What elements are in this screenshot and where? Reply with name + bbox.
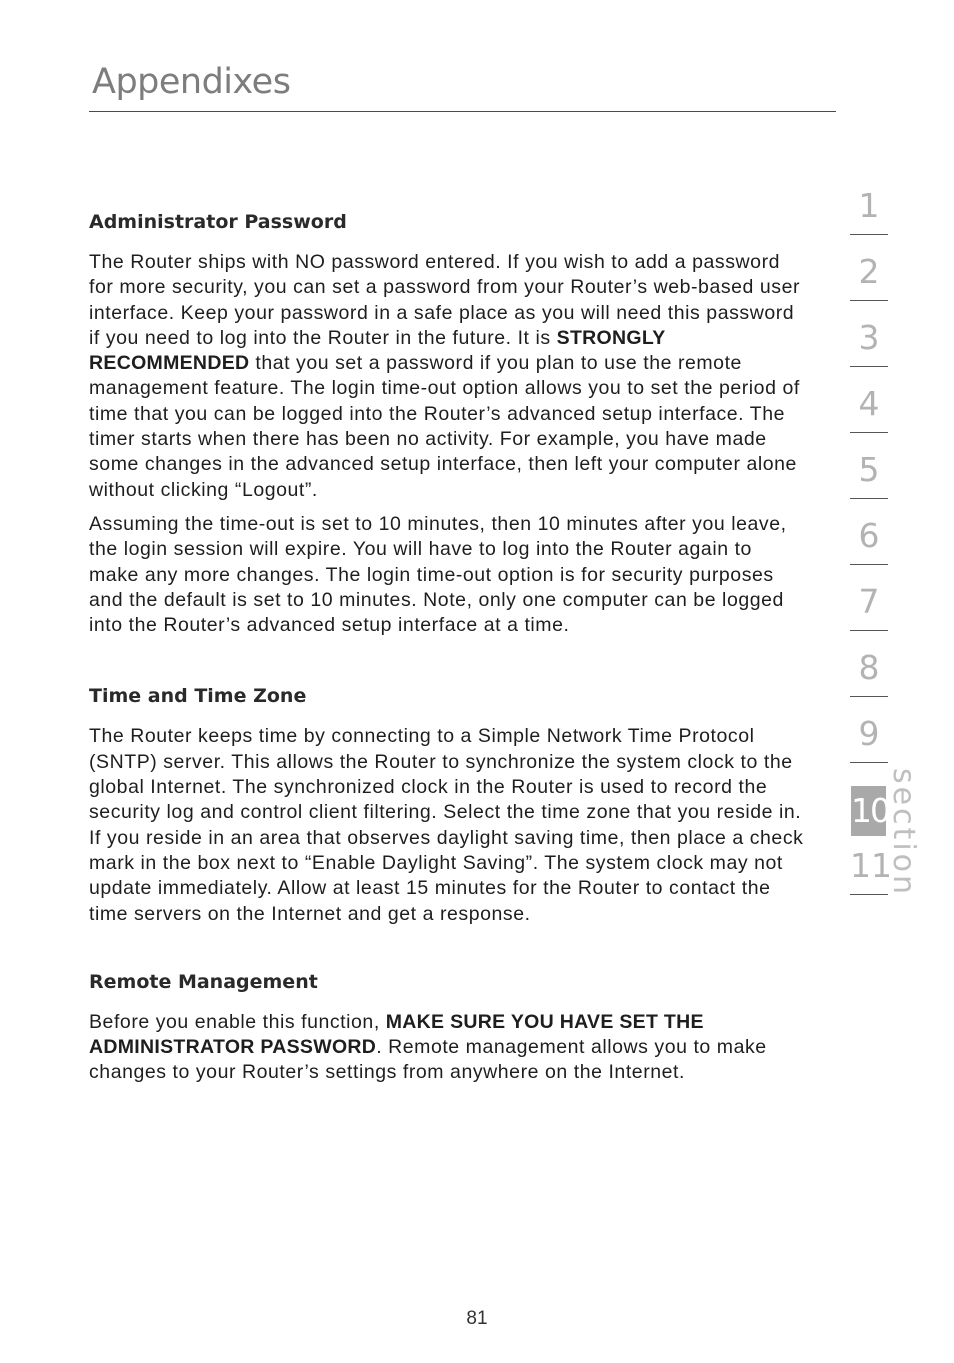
section-number-active: 10	[851, 786, 886, 836]
nav-divider	[850, 630, 888, 631]
section-nav-item-4[interactable]	[850, 382, 888, 448]
section-nav-item-10-active[interactable]	[850, 778, 888, 844]
remote-management-paragraph	[89, 1010, 804, 1086]
section-number: 9	[858, 714, 880, 753]
section-number: 3	[858, 318, 880, 357]
section-number: 8	[858, 648, 880, 687]
section-nav-item-1[interactable]	[850, 184, 888, 250]
spacer	[89, 936, 804, 968]
spacer	[89, 647, 804, 682]
section-nav-item-5[interactable]	[850, 448, 888, 514]
nav-divider	[850, 366, 888, 367]
section-number: 6	[858, 516, 880, 555]
page-number: 81	[466, 1308, 488, 1329]
section-nav-item-9[interactable]	[850, 712, 888, 778]
header-divider	[89, 111, 836, 112]
section-label-text: section	[886, 768, 921, 898]
section-nav-item-6[interactable]	[850, 514, 888, 580]
page-title: Appendixes	[92, 62, 291, 102]
text-run: that you set a password if you plan to use the remote management feature. The login time-out option allows you to set the period of time that you can be logged into the Router’s advanced setup interface. The timer starts when there has been no activity. For example, you have made some changes in the advanced setup interface, then left your computer alone without clicking “Logout”.	[89, 352, 800, 501]
text-run: The Router ships with NO password entered. If you wish to add a password for more security, you can set a password from your Router’s web-based user interface. Keep your password in a safe place as you will need this password if you need to log into the Router in the future. It is	[89, 251, 801, 349]
section-label	[886, 768, 938, 898]
emphasis-text: STRONGLY RECOMMENDED	[89, 326, 666, 375]
section-nav-item-3[interactable]	[850, 316, 888, 382]
nav-divider	[850, 234, 888, 235]
section-nav-item-11[interactable]	[850, 844, 892, 910]
nav-divider	[850, 564, 888, 565]
text-run: . Remote management allows you to make changes to your Router’s settings from anywhere on the Internet.	[89, 1036, 767, 1084]
time-zone-paragraph: The Router keeps time by connecting to a Simple Network Time Protocol (SNTP) server. This allows the Router to synchronize the system clock to the global Internet. The synchronized clock in the Router is used to record the security log and control client filtering. Select the time zone that you reside in. If you reside in an area that observes daylight saving time, then place a check mark in the box next to “Enable Daylight Saving”. The system clock may not update immediately. Allow at least 15 minutes for the Router to contact the time servers on the Internet and get a response.	[89, 725, 804, 925]
nav-divider	[850, 498, 888, 499]
nav-divider	[850, 696, 888, 697]
section-number: 1	[858, 186, 880, 225]
emphasis-text: MAKE SURE YOU HAVE SET THE ADMINISTRATOR PASSWORD	[89, 1010, 704, 1059]
admin-password-paragraph-1	[89, 250, 804, 503]
section-nav	[850, 184, 892, 910]
section-number: 5	[858, 450, 880, 489]
text-run: Before you enable this function,	[89, 1010, 386, 1033]
section-heading-remote-management: Remote Management	[89, 970, 318, 993]
nav-divider	[850, 432, 888, 433]
admin-password-paragraph-2: Assuming the time-out is set to 10 minutes, then 10 minutes after you leave, the login session will expire. You will have to log into the Router again to make any more changes. The login time-out option is for security purposes and the default is set to 10 minutes. Note, only one computer can be logged into the Router’s advanced setup interface at a time.	[89, 512, 787, 637]
main-content	[89, 208, 804, 1095]
section-heading-admin-password: Administrator Password	[89, 211, 347, 233]
nav-divider	[850, 762, 888, 763]
section-number: 2	[858, 252, 880, 291]
nav-divider	[850, 894, 888, 895]
section-number: 7	[858, 582, 880, 621]
nav-divider	[850, 300, 888, 301]
section-heading-time-zone: Time and Time Zone	[89, 685, 307, 708]
section-number: 4	[858, 384, 880, 423]
section-nav-item-2[interactable]	[850, 250, 888, 316]
section-number: 11	[850, 846, 892, 885]
section-nav-item-7[interactable]	[850, 580, 888, 646]
section-nav-item-8[interactable]	[850, 646, 888, 712]
